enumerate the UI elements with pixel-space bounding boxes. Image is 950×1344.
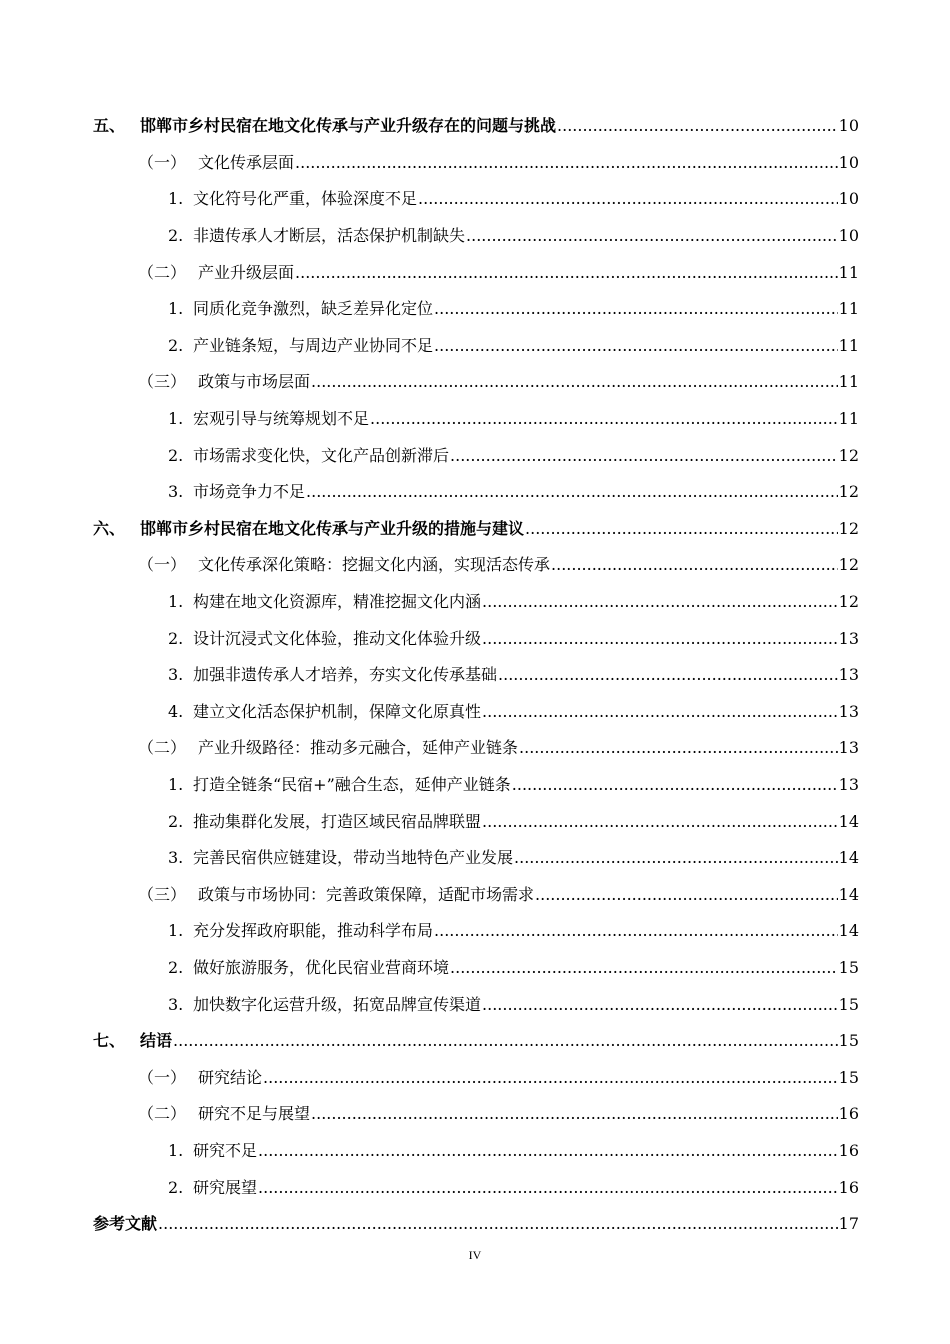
toc-entry-page: 15 xyxy=(838,994,859,1014)
toc-entry-page: 11 xyxy=(838,409,859,429)
dot-leader xyxy=(512,775,838,795)
toc-entry[interactable] xyxy=(0,730,950,767)
toc-entry-number: 1. xyxy=(168,921,184,941)
toc-entry[interactable] xyxy=(0,986,950,1023)
toc-entry[interactable] xyxy=(0,913,950,950)
toc-entry-page: 12 xyxy=(838,592,859,612)
toc-entry-number: 2. xyxy=(168,811,184,831)
toc-entry-number: 1. xyxy=(168,189,184,209)
toc-entry-line xyxy=(193,775,859,795)
toc-entry[interactable] xyxy=(0,803,950,840)
dot-leader xyxy=(482,995,838,1015)
dot-leader xyxy=(514,848,838,868)
toc-entry-title: 做好旅游服务，优化民宿业营商环境 xyxy=(193,957,450,977)
toc-entry-page: 11 xyxy=(838,372,859,392)
dot-leader xyxy=(557,116,838,136)
toc-entry-page: 14 xyxy=(838,848,859,868)
toc-entry-line xyxy=(140,519,859,539)
toc-entry[interactable] xyxy=(0,840,950,877)
toc-entry-title: 充分发挥政府职能，推动科学布局 xyxy=(193,921,434,941)
toc-entry-line xyxy=(198,1068,859,1088)
toc-entry-page: 10 xyxy=(838,226,859,246)
toc-entry-title: 政策与市场层面 xyxy=(198,372,311,392)
toc-entry-line xyxy=(193,1141,859,1161)
toc-entry-line xyxy=(193,226,859,246)
toc-entry[interactable] xyxy=(0,1206,950,1243)
toc-entry-title: 研究不足与展望 xyxy=(198,1104,311,1124)
toc-entry-line xyxy=(198,1104,859,1124)
toc-entry-line xyxy=(93,1214,859,1234)
toc-entry-line xyxy=(193,812,859,832)
toc-entry-line xyxy=(193,592,859,612)
toc-entry-page: 17 xyxy=(838,1214,859,1234)
page-number: IV xyxy=(468,1248,482,1262)
toc-entry-number: （一） xyxy=(138,555,187,575)
toc-entry-title: 市场需求变化快，文化产品创新滞后 xyxy=(193,445,450,465)
toc-entry[interactable] xyxy=(0,767,950,804)
toc-entry-number: 3. xyxy=(168,482,184,502)
toc-entry-page: 10 xyxy=(838,189,859,209)
toc-entry-line xyxy=(193,702,859,722)
toc-entry[interactable] xyxy=(0,291,950,328)
toc-entry-page: 13 xyxy=(838,628,859,648)
toc-entry-number: 七、 xyxy=(93,1031,126,1051)
toc-entry-page: 16 xyxy=(838,1140,859,1160)
dot-leader xyxy=(370,409,838,429)
toc-entry-number: 2. xyxy=(168,957,184,977)
toc-entry-title: 宏观引导与统筹规划不足 xyxy=(193,409,370,429)
dot-leader xyxy=(158,1214,838,1234)
toc-entry-line xyxy=(193,665,859,685)
toc-entry[interactable] xyxy=(0,584,950,621)
toc-entry-page: 10 xyxy=(838,116,859,136)
toc-entry-title: 加快数字化运营升级，拓宽品牌宣传渠道 xyxy=(193,994,482,1014)
toc-entry-number: （一） xyxy=(138,1067,187,1087)
toc-entry-title: 设计沉浸式文化体验，推动文化体验升级 xyxy=(193,628,482,648)
toc-entry[interactable] xyxy=(0,108,950,145)
toc-entry-line xyxy=(198,372,859,392)
toc-entry[interactable] xyxy=(0,437,950,474)
dot-leader xyxy=(482,702,838,722)
toc-entry-title: 产业升级层面 xyxy=(198,262,295,282)
toc-entry-number: 六、 xyxy=(93,518,126,538)
toc-entry-number: 2. xyxy=(168,1177,184,1197)
toc-entry-line xyxy=(193,848,859,868)
dot-leader xyxy=(482,629,838,649)
toc-entry[interactable] xyxy=(0,401,950,438)
toc-entry-page: 11 xyxy=(838,262,859,282)
toc-entry[interactable] xyxy=(0,145,950,182)
toc-entry-page: 13 xyxy=(838,665,859,685)
toc-entry-number: （二） xyxy=(138,262,187,282)
toc-entry[interactable] xyxy=(0,1059,950,1096)
toc-entry-line xyxy=(198,153,859,173)
toc-entry[interactable] xyxy=(0,1096,950,1133)
toc-entry-page: 16 xyxy=(838,1104,859,1124)
toc-entry-number: 1. xyxy=(168,409,184,429)
toc-entry-line xyxy=(193,189,859,209)
toc-entry-number: （三） xyxy=(138,372,187,392)
toc-entry[interactable] xyxy=(0,328,950,365)
toc-entry-page: 13 xyxy=(838,701,859,721)
toc-entry-page: 12 xyxy=(838,482,859,502)
toc-entry-number: （一） xyxy=(138,152,187,172)
toc-entry-number: （二） xyxy=(138,738,187,758)
toc-entry-title: 产业升级路径：推动多元融合，延伸产业链条 xyxy=(198,738,519,758)
toc-entry-number: 1. xyxy=(168,1140,184,1160)
toc-entry-title: 非遗传承人才断层，活态保护机制缺失 xyxy=(193,226,466,246)
toc-entry-number: （三） xyxy=(138,884,187,904)
dot-leader xyxy=(311,1104,838,1124)
toc-entry-page: 14 xyxy=(838,884,859,904)
toc-entry-number: 1. xyxy=(168,299,184,319)
toc-entry-title: 文化传承层面 xyxy=(198,152,295,172)
toc-entry-page: 13 xyxy=(838,774,859,794)
dot-leader xyxy=(498,665,838,685)
toc-entry-title: 文化传承深化策略：挖掘文化内涵，实现活态传承 xyxy=(198,555,551,575)
dot-leader xyxy=(482,592,838,612)
dot-leader xyxy=(295,263,838,283)
toc-entry[interactable] xyxy=(0,1133,950,1170)
toc-entry-number: （二） xyxy=(138,1104,187,1124)
toc-entry-title: 构建在地文化资源库，精准挖掘文化内涵 xyxy=(193,592,482,612)
toc-entry[interactable] xyxy=(0,474,950,511)
toc-entry-page: 15 xyxy=(838,1067,859,1087)
toc-entry-page: 13 xyxy=(838,738,859,758)
dot-leader xyxy=(525,519,838,539)
toc-entry[interactable] xyxy=(0,254,950,291)
toc-entry-title: 研究不足 xyxy=(193,1140,258,1160)
toc-entry[interactable] xyxy=(0,1169,950,1206)
toc-entry-number: 1. xyxy=(168,592,184,612)
toc-entry-page: 12 xyxy=(838,555,859,575)
toc-entry-line xyxy=(140,1031,859,1051)
toc-entry-line xyxy=(193,336,859,356)
toc-entry-page: 14 xyxy=(838,921,859,941)
toc-entry-line xyxy=(193,995,859,1015)
toc-entry-page: 11 xyxy=(838,335,859,355)
dot-leader xyxy=(434,921,838,941)
toc-entry-page: 15 xyxy=(838,1031,859,1051)
dot-leader xyxy=(466,226,838,246)
toc-entry-line xyxy=(193,482,859,502)
toc-entry-title: 完善民宿供应链建设，带动当地特色产业发展 xyxy=(193,848,514,868)
toc-entry[interactable] xyxy=(0,876,950,913)
toc-entry[interactable] xyxy=(0,364,950,401)
toc-entry-title: 邯郸市乡村民宿在地文化传承与产业升级存在的问题与挑战 xyxy=(140,116,557,136)
toc-entry-line xyxy=(193,921,859,941)
toc-entry-title: 推动集群化发展，打造区域民宿品牌联盟 xyxy=(193,811,482,831)
toc-entry-title: 市场竞争力不足 xyxy=(193,482,306,502)
toc-entry-number: 2. xyxy=(168,445,184,465)
toc-entry-page: 12 xyxy=(838,518,859,538)
toc-entry-line xyxy=(193,1178,859,1198)
toc-entry-number: 2. xyxy=(168,335,184,355)
dot-leader xyxy=(519,738,838,758)
toc-entry-title: 建立文化活态保护机制，保障文化原真性 xyxy=(193,701,482,721)
toc-entry-number: 3. xyxy=(168,848,184,868)
toc-entry-page: 11 xyxy=(838,299,859,319)
toc-entry[interactable] xyxy=(0,950,950,987)
toc-entry-title: 政策与市场协同：完善政策保障，适配市场需求 xyxy=(198,884,535,904)
toc-entry-line xyxy=(193,299,859,319)
toc-entry-line xyxy=(198,555,859,575)
dot-leader xyxy=(482,812,838,832)
toc-entry-number: 3. xyxy=(168,665,184,685)
toc-entry-title: 研究结论 xyxy=(198,1067,263,1087)
dot-leader xyxy=(434,336,838,356)
dot-leader xyxy=(173,1031,838,1051)
toc-entry-title: 结语 xyxy=(140,1031,173,1051)
toc-entry-title: 文化符号化严重，体验深度不足 xyxy=(193,189,418,209)
toc-entry-number: 2. xyxy=(168,226,184,246)
toc-entry-page: 15 xyxy=(838,957,859,977)
toc-entry[interactable] xyxy=(0,547,950,584)
toc-entry-page: 10 xyxy=(838,152,859,172)
toc-entry-line xyxy=(198,263,859,283)
dot-leader xyxy=(311,372,838,392)
toc-entry[interactable] xyxy=(0,694,950,731)
toc-entry-line xyxy=(193,446,859,466)
toc-entry-number: 3. xyxy=(168,994,184,1014)
toc-entry-title: 参考文献 xyxy=(93,1214,158,1234)
toc-entry-number: 2. xyxy=(168,628,184,648)
toc-entry-title: 打造全链条“民宿+”融合生态，延伸产业链条 xyxy=(193,774,511,794)
toc-entry-title: 产业链条短，与周边产业协同不足 xyxy=(193,335,434,355)
toc-entry[interactable] xyxy=(0,218,950,255)
toc-entry[interactable] xyxy=(0,511,950,548)
dot-leader xyxy=(258,1178,838,1198)
toc-entry-page: 16 xyxy=(838,1177,859,1197)
toc-entry-title: 邯郸市乡村民宿在地文化传承与产业升级的措施与建议 xyxy=(140,518,525,538)
table-of-contents xyxy=(0,108,950,1242)
dot-leader xyxy=(434,299,838,319)
toc-entry-line xyxy=(198,885,859,905)
toc-entry-line xyxy=(193,409,859,429)
dot-leader xyxy=(418,189,838,209)
dot-leader xyxy=(263,1068,838,1088)
toc-entry-title: 同质化竞争激烈，缺乏差异化定位 xyxy=(193,299,434,319)
toc-entry-line xyxy=(193,629,859,649)
toc-entry-page: 12 xyxy=(838,445,859,465)
dot-leader xyxy=(258,1141,838,1161)
toc-entry[interactable] xyxy=(0,181,950,218)
toc-entry-title: 加强非遗传承人才培养，夯实文化传承基础 xyxy=(193,665,498,685)
dot-leader xyxy=(450,446,838,466)
toc-entry-line xyxy=(140,116,859,136)
toc-entry-title: 研究展望 xyxy=(193,1177,258,1197)
dot-leader xyxy=(450,958,838,978)
toc-entry-number: 1. xyxy=(168,774,184,794)
toc-entry[interactable] xyxy=(0,620,950,657)
toc-entry-line xyxy=(198,738,859,758)
toc-entry-page: 14 xyxy=(838,811,859,831)
dot-leader xyxy=(551,555,838,575)
dot-leader xyxy=(295,153,838,173)
toc-entry-number: 4. xyxy=(168,701,184,721)
toc-entry[interactable] xyxy=(0,657,950,694)
toc-entry-number: 五、 xyxy=(93,116,126,136)
dot-leader xyxy=(535,885,838,905)
toc-entry[interactable] xyxy=(0,1023,950,1060)
toc-entry-line xyxy=(193,958,859,978)
dot-leader xyxy=(306,482,838,502)
